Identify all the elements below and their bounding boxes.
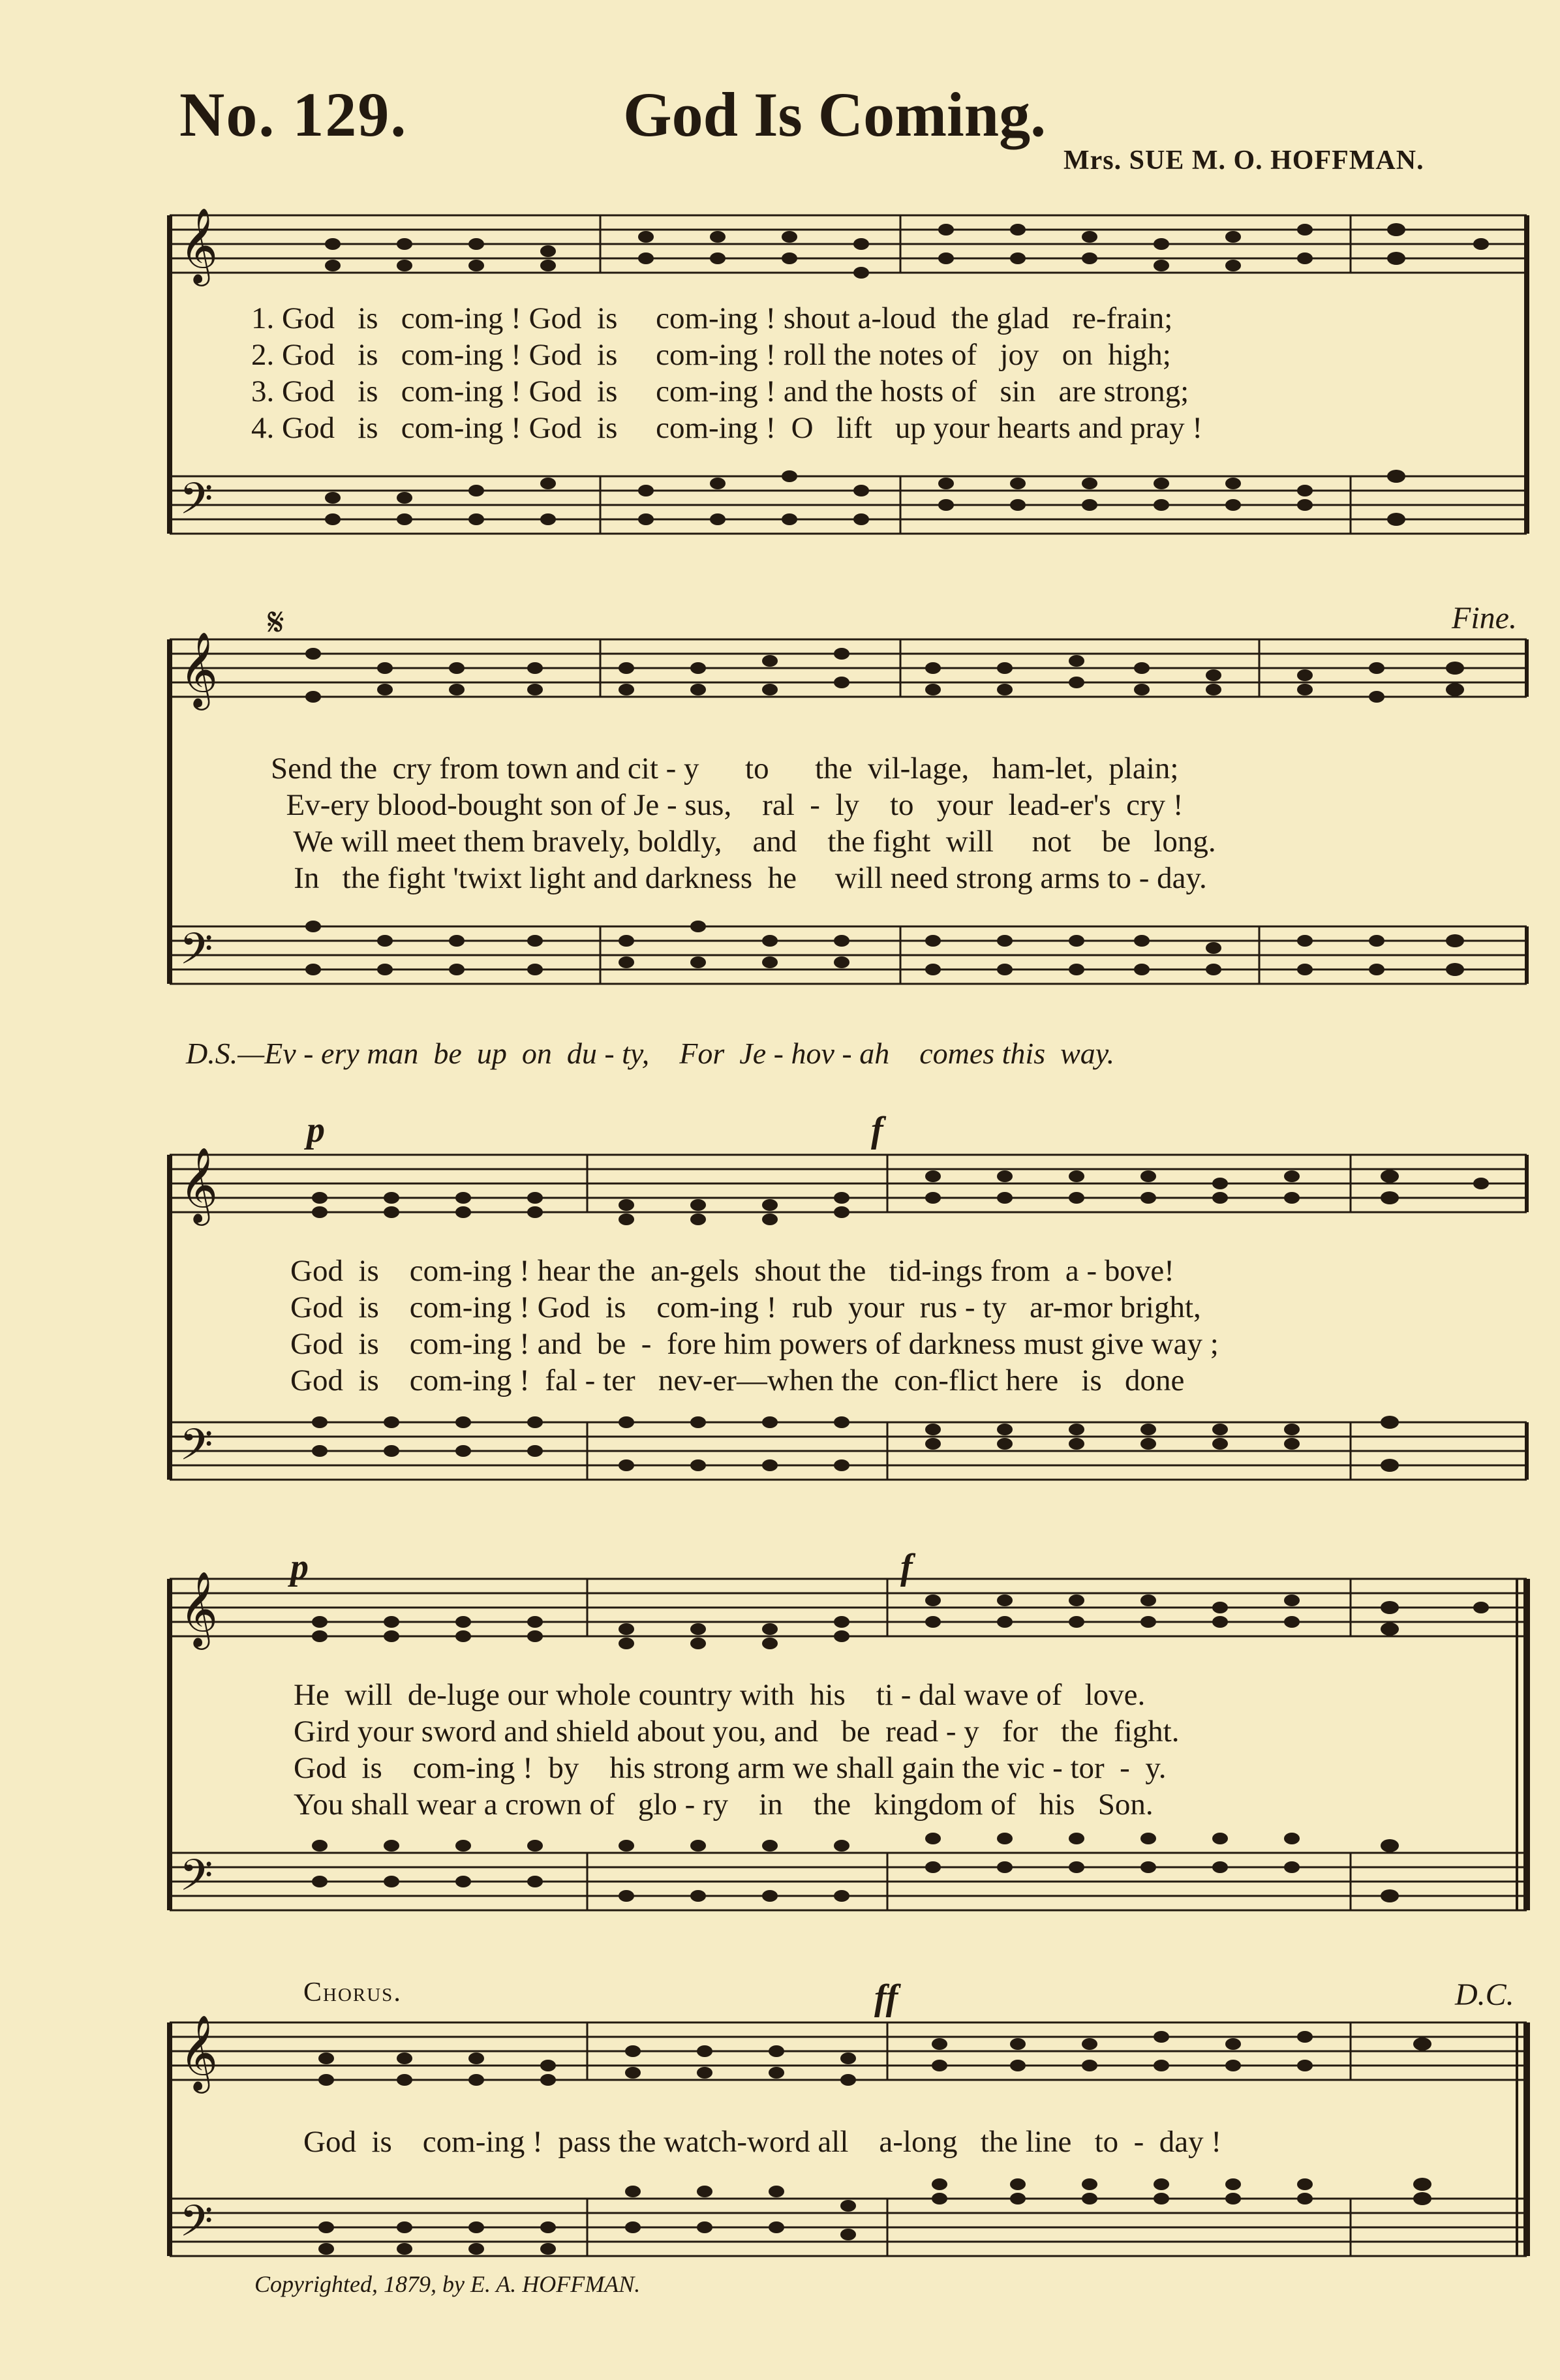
- lyric-line: God is com-ing ! fal - ter nev-er—when the con-flict here is done: [290, 1364, 1185, 1397]
- svg-text:𝄢: 𝄢: [179, 1420, 213, 1480]
- dynamic-piano: p: [290, 1547, 309, 1587]
- ds-lyric-line: D.S.—Ev - ery man be up on du - ty, For Je - hov - ah comes this way.: [186, 1037, 1115, 1070]
- lyric-line: Gird your sword and shield about you, and be read - y for the fight.: [294, 1715, 1180, 1748]
- dynamic-fortissimo: ff: [874, 1977, 898, 2018]
- lyric-line: 1. God is com-ing ! God is com-ing ! shout a-loud the glad re-frain;: [251, 301, 1173, 335]
- hymn-number: No. 129.: [179, 80, 408, 149]
- svg-text:𝄢: 𝄢: [179, 474, 213, 534]
- lyric-line: Send the cry from town and cit - y to the vil-lage, ham-let, plain;: [271, 752, 1179, 786]
- lyric-line: God is com-ing ! God is com-ing ! rub your rus - ty ar-mor bright,: [290, 1290, 1201, 1324]
- svg-text:𝄞: 𝄞: [179, 1570, 219, 1647]
- lyric-line: 4. God is com-ing ! God is com-ing ! O lift up your hearts and pray !: [251, 411, 1203, 445]
- lyric-line: 2. God is com-ing ! God is com-ing ! roll the notes of joy on high;: [251, 338, 1171, 372]
- lyric-line: God is com-ing ! by his strong arm we shall gain the vic - tor - y.: [294, 1751, 1167, 1785]
- music-system-1: [157, 176, 1533, 568]
- lyric-line: Ev-ery blood-bought son of Je - sus, ral - ly to your lead-er's cry !: [271, 788, 1184, 822]
- lyric-line: 3. God is com-ing ! God is com-ing ! and the hosts of sin are strong;: [251, 374, 1189, 408]
- dc-marking: D.C.: [1455, 1977, 1514, 2012]
- music-system-2: [157, 600, 1533, 1070]
- lyric-line: He will de-luge our whole country with his ti - dal wave of love.: [294, 1678, 1146, 1712]
- chorus-label: Chorus.: [303, 1977, 402, 2007]
- svg-text:𝄞: 𝄞: [179, 207, 219, 283]
- svg-text:𝄢: 𝄢: [179, 2196, 213, 2257]
- hymn-author: Mrs. SUE M. O. HOFFMAN.: [1063, 145, 1424, 175]
- music-system-4: [157, 1546, 1533, 1964]
- svg-text:𝄢: 𝄢: [179, 924, 213, 984]
- lyric-line: God is com-ing ! hear the an-gels shout the tid-ings from a - bove!: [290, 1254, 1174, 1288]
- svg-text:𝄞: 𝄞: [179, 631, 219, 707]
- lyric-line: God is com-ing ! and be - fore him powers of darkness must give way ;: [290, 1327, 1219, 1361]
- hymn-title: God Is Coming.: [623, 80, 1047, 149]
- copyright-notice: Copyrighted, 1879, by E. A. HOFFMAN.: [254, 2271, 641, 2297]
- dynamic-forte: f: [871, 1110, 883, 1150]
- segno-sign: 𝄋: [268, 601, 284, 644]
- svg-text:𝄞: 𝄞: [179, 2014, 219, 2090]
- fine-marking: Fine.: [1452, 601, 1517, 635]
- dynamic-piano: p: [307, 1110, 325, 1150]
- svg-text:𝄢: 𝄢: [179, 1850, 213, 1911]
- svg-text:𝄞: 𝄞: [179, 1146, 219, 1223]
- music-system-3: [157, 1109, 1533, 1527]
- lyric-line: In the fight 'twixt light and darkness he will need strong arms to - day.: [271, 861, 1207, 895]
- lyric-line: God is com-ing ! pass the watch-word all a-long the line to - day !: [303, 2125, 1222, 2159]
- lyric-line: We will meet them bravely, boldly, and the fight will not be long.: [271, 825, 1216, 859]
- music-system-chorus: [157, 1977, 1533, 2277]
- dynamic-forte: f: [900, 1547, 913, 1587]
- lyric-line: You shall wear a crown of glo - ry in the kingdom of his Son.: [294, 1788, 1154, 1822]
